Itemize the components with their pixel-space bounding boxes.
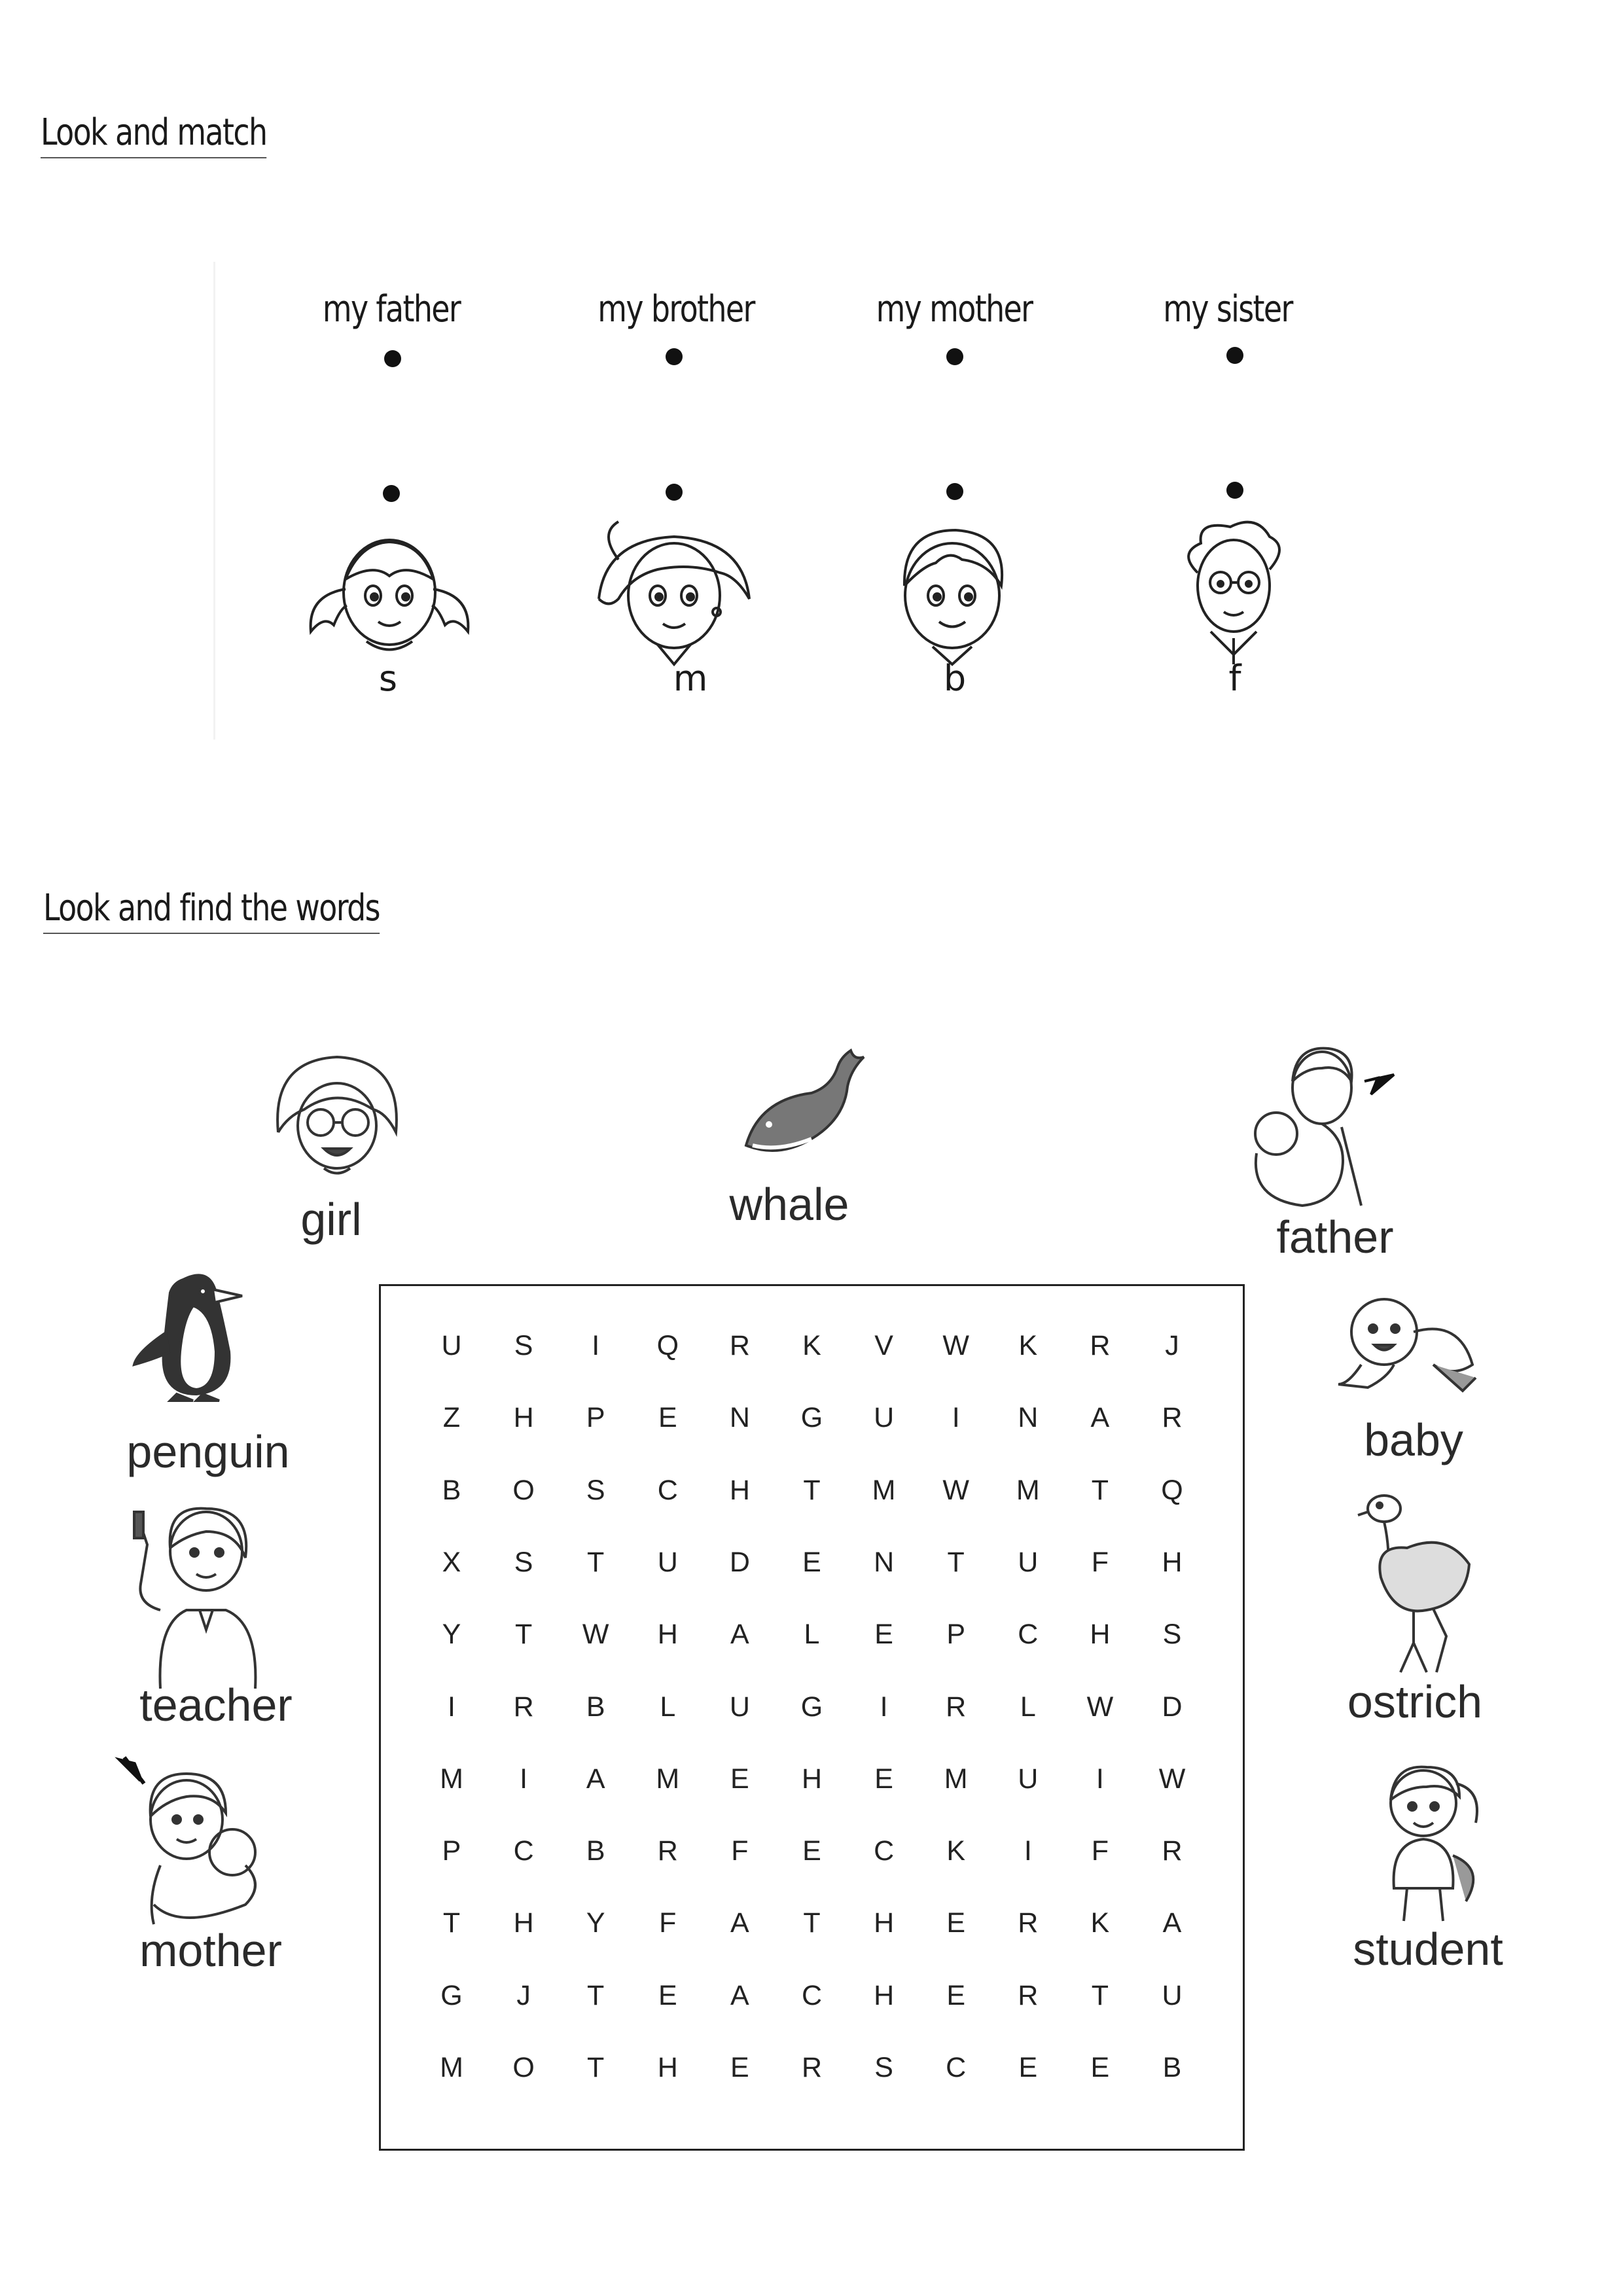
word-ostrich: ostrich [1347,1676,1483,1727]
grid-letter[interactable]: C [946,2052,967,2083]
grid-letter[interactable]: T [442,1907,461,1939]
grid-letter[interactable]: B [586,1691,605,1723]
grid-letter[interactable]: R [1090,1330,1111,1361]
label-my-brother: my brother [597,288,755,331]
grid-letter[interactable]: S [514,1330,533,1361]
grid-letter[interactable]: P [946,1619,966,1651]
grid-letter[interactable]: Y [442,1619,461,1651]
grid-letter[interactable]: T [514,1619,533,1651]
grid-letter[interactable]: A [586,1763,605,1795]
hint-letter-m: m [673,658,708,699]
grid-letter[interactable]: T [803,1907,821,1939]
grid-letter[interactable]: T [587,1546,605,1578]
grid-letter[interactable]: U [657,1546,678,1578]
grid-letter[interactable]: F [1091,1546,1109,1578]
grid-letter[interactable]: A [730,1619,749,1651]
grid-letter[interactable]: E [802,1546,821,1578]
grid-letter[interactable]: B [1162,2052,1182,2083]
grid-letter[interactable]: O [512,2052,535,2083]
grid-letter[interactable]: H [874,1907,895,1939]
grid-row [381,1326,1243,1365]
grid-letter[interactable]: V [874,1330,893,1361]
grid-letter[interactable]: F [1091,1835,1109,1867]
grid-letter[interactable]: H [801,1763,823,1795]
grid-letter[interactable]: I [1096,1763,1104,1795]
grid-letter[interactable]: R [1018,1979,1039,2011]
grid-letter[interactable]: U [1162,1979,1183,2011]
grid-letter[interactable]: G [800,1402,823,1434]
grid-letter[interactable]: E [1090,2052,1110,2083]
label-my-mother: my mother [876,288,1033,331]
grid-letter[interactable]: C [801,1979,823,2011]
grid-row [381,1976,1243,2015]
grid-row [381,1398,1243,1437]
grid-letter[interactable]: C [1018,1619,1039,1651]
grid-letter[interactable]: H [657,1619,678,1651]
grid-letter[interactable]: R [801,2052,823,2083]
grid-letter[interactable]: N [874,1546,895,1578]
grid-letter[interactable]: M [656,1763,680,1795]
grid-letter[interactable]: D [729,1546,750,1578]
word-penguin: penguin [126,1426,290,1477]
grid-letter[interactable]: G [800,1691,823,1723]
grid-letter[interactable]: E [1018,2052,1038,2083]
grid-letter[interactable]: S [1162,1619,1182,1651]
grid-letter[interactable]: C [513,1835,534,1867]
grid-letter[interactable]: E [658,1979,677,2011]
grid-letter[interactable]: H [874,1979,895,2011]
boy-face-icon [857,511,1047,668]
grid-row [381,1543,1243,1582]
grid-letter[interactable]: Z [442,1402,461,1434]
grid-letter[interactable]: E [730,1763,749,1795]
grid-letter[interactable]: W [582,1619,609,1651]
grid-letter[interactable]: X [442,1546,461,1578]
grid-row [381,1471,1243,1510]
grid-letter[interactable]: E [658,1402,677,1434]
match-dot-top-2[interactable] [666,348,683,365]
grid-letter[interactable]: L [1020,1691,1036,1723]
grid-letter[interactable]: R [729,1330,750,1361]
grid-letter[interactable]: K [1018,1330,1038,1361]
grid-letter[interactable]: U [1018,1546,1039,1578]
father-holding-baby-icon [1230,1042,1427,1212]
grid-letter[interactable]: L [660,1691,676,1723]
grid-letter[interactable]: N [729,1402,750,1434]
grid-letter[interactable]: E [874,1763,893,1795]
grid-letter[interactable]: A [730,1907,749,1939]
match-dot-bottom-4[interactable] [1226,482,1243,499]
grid-letter[interactable]: B [586,1835,605,1867]
label-my-sister: my sister [1163,288,1293,331]
grid-letter[interactable]: R [1018,1907,1039,1939]
penguin-icon [131,1266,262,1404]
grid-letter[interactable]: W [942,1474,969,1506]
grid-letter[interactable]: U [729,1691,750,1723]
grid-letter[interactable]: E [946,1979,966,2011]
grid-letter[interactable]: E [874,1619,893,1651]
grid-letter[interactable]: T [587,2052,605,2083]
grid-letter[interactable]: I [880,1691,888,1723]
grid-letter[interactable]: R [946,1691,967,1723]
word-baby: baby [1364,1414,1463,1465]
match-dot-bottom-1[interactable] [383,485,400,502]
grid-row [381,1759,1243,1799]
grid-letter[interactable]: P [442,1835,461,1867]
grid-letter[interactable]: E [802,1835,821,1867]
grid-letter[interactable]: U [1018,1763,1039,1795]
grid-letter[interactable]: A [1090,1402,1110,1434]
ostrich-icon [1355,1486,1486,1676]
grid-letter[interactable]: J [516,1979,531,2011]
grid-letter[interactable]: K [1090,1907,1110,1939]
match-dot-top-3[interactable] [946,348,963,365]
grid-letter[interactable]: M [944,1763,968,1795]
grid-letter[interactable]: S [514,1546,533,1578]
girl-pigtails-face-icon [294,517,484,674]
match-dot-top-4[interactable] [1226,347,1243,364]
grid-letter[interactable]: H [657,2052,678,2083]
divider-line [213,262,215,740]
grid-letter[interactable]: A [730,1979,749,2011]
grid-letter[interactable]: A [1162,1907,1182,1939]
grid-letter[interactable]: I [1024,1835,1032,1867]
baby-crawling-icon [1335,1293,1479,1397]
grid-letter[interactable]: F [731,1835,749,1867]
grid-letter[interactable]: K [946,1835,966,1867]
grid-letter[interactable]: G [440,1979,463,2011]
grid-row [381,2048,1243,2087]
teacher-icon [121,1499,272,1689]
match-dot-bottom-3[interactable] [946,483,963,500]
hint-letter-s: s [378,658,398,699]
grid-row [381,1687,1243,1727]
word-student: student [1353,1924,1503,1975]
match-dot-bottom-2[interactable] [666,484,683,501]
grid-letter[interactable]: W [1158,1763,1186,1795]
grid-row [381,1831,1243,1871]
word-teacher: teacher [139,1679,293,1731]
grid-letter[interactable]: W [1086,1691,1114,1723]
grid-letter[interactable]: L [804,1619,820,1651]
grid-letter[interactable]: M [1016,1474,1040,1506]
grid-letter[interactable]: U [441,1330,462,1361]
grid-letter[interactable]: T [587,1979,605,2011]
grid-letter[interactable]: E [946,1907,966,1939]
section-title-look-and-match: Look and match [41,113,266,158]
grid-letter[interactable]: R [513,1691,534,1723]
grid-letter[interactable]: T [1091,1474,1109,1506]
grid-letter[interactable]: I [448,1691,455,1723]
grid-letter[interactable]: M [872,1474,896,1506]
grid-letter[interactable]: S [874,2052,893,2083]
word-girl: girl [300,1194,362,1245]
grid-letter[interactable]: N [1018,1402,1039,1434]
grid-letter[interactable]: T [803,1474,821,1506]
grid-letter[interactable]: M [440,1763,463,1795]
hint-letter-b: b [943,658,967,699]
grid-letter[interactable]: I [592,1330,600,1361]
grid-letter[interactable]: D [1162,1691,1183,1723]
label-my-father: my father [322,288,461,331]
grid-letter[interactable]: R [1162,1402,1183,1434]
girl-glasses-icon [265,1047,409,1178]
grid-row [381,1903,1243,1943]
woman-face-icon [579,514,769,671]
grid-letter[interactable]: Y [586,1907,605,1939]
grid-letter[interactable]: R [1162,1835,1183,1867]
grid-letter[interactable]: R [657,1835,678,1867]
grid-letter[interactable]: T [1091,1979,1109,2011]
grid-letter[interactable]: K [802,1330,821,1361]
grid-letter[interactable]: E [730,2052,749,2083]
word-mother: mother [139,1925,282,1976]
grid-letter[interactable]: H [513,1402,534,1434]
grid-letter[interactable]: H [729,1474,750,1506]
grid-letter[interactable]: T [947,1546,965,1578]
grid-letter[interactable]: C [874,1835,895,1867]
grid-letter[interactable]: H [1090,1619,1111,1651]
grid-letter[interactable]: C [657,1474,678,1506]
grid-letter[interactable]: I [520,1763,528,1795]
grid-letter[interactable]: Q [656,1330,679,1361]
match-dot-top-1[interactable] [384,350,401,367]
word-whale: whale [729,1179,849,1230]
mother-holding-baby-icon [115,1754,285,1931]
word-father: father [1276,1211,1394,1263]
grid-letter[interactable]: S [586,1474,605,1506]
grid-letter[interactable]: J [1165,1330,1179,1361]
grid-letter[interactable]: H [513,1907,534,1939]
word-search-grid [379,1284,1245,2151]
grid-letter[interactable]: M [440,2052,463,2083]
grid-letter[interactable]: B [442,1474,461,1506]
section-title-find-the-words: Look and find the words [43,888,380,934]
grid-letter[interactable]: P [586,1402,605,1434]
grid-row [381,1615,1243,1654]
grid-letter[interactable]: W [942,1330,969,1361]
grid-letter[interactable]: F [659,1907,677,1939]
grid-letter[interactable]: O [512,1474,535,1506]
grid-letter[interactable]: Q [1161,1474,1183,1506]
man-glasses-face-icon [1139,507,1329,664]
grid-letter[interactable]: U [874,1402,895,1434]
hint-letter-f: f [1228,658,1241,699]
whale-icon [740,1047,870,1165]
grid-letter[interactable]: I [952,1402,960,1434]
student-icon [1361,1757,1492,1928]
grid-letter[interactable]: H [1162,1546,1183,1578]
